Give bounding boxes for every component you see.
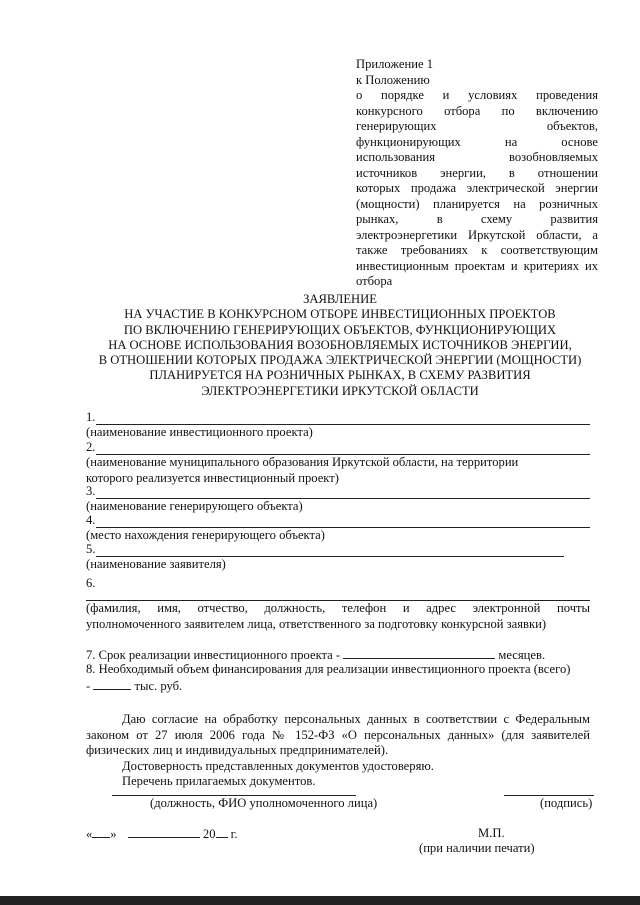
field-project-name [86,412,590,441]
field-caption: (фамилия, имя, отчество, должность, телефон и адрес электронной почты [86,601,590,615]
consent-line: Даю согласие на обработку персональных данных в соответствии с Федеральным [122,712,590,726]
title-line: НА УЧАСТИЕ В КОНКУРСНОМ ОТБОРЕ ИНВЕСТИЦИОННЫХ ПРОЕКТОВ [124,307,556,322]
field-number: 4. [86,513,96,527]
financing-amount-input[interactable] [93,678,131,690]
date-close-quote: » [110,827,117,841]
field-caption: которого реализуется инвестиционный проект) [86,470,339,485]
field-caption: (наименование инвестиционного проекта) [86,425,313,439]
item-7-unit: месяцев. [498,648,546,662]
page-bottom-edge [0,896,640,905]
accuracy-statement: Достоверность представленных документов удостоверяю. [122,758,434,773]
field-municipality [86,442,590,486]
field-caption: уполномоченного заявителем лица, ответственного за подготовку конкурсной заявки) [86,616,547,631]
field-number: 2. [86,440,96,454]
appendix-line: к Положению [356,72,430,87]
appendix-line: которых продажа электрической энергии [356,181,598,195]
date-field [86,826,238,843]
title-line: ЗАЯВЛЕНИЕ [303,292,377,306]
field-caption: (наименование заявителя) [86,557,226,571]
item-8-financing [86,662,570,694]
field-applicant [86,544,564,573]
title-line: ПО ВКЛЮЧЕНИЮ ГЕНЕРИРУЮЩИХ ОБЪЕКТОВ, ФУНКЦИОНИРУЮЩИХ [123,322,557,337]
appendix-line: электроэнергетики Иркутской области, а [356,227,598,242]
signature-caption: (подпись) [540,796,593,810]
document-title [60,292,620,399]
project-term-input[interactable] [343,647,495,659]
title-line: В ОТНОШЕНИИ КОТОРЫХ ПРОДАЖА ЭЛЕКТРИЧЕСКОЙ ЭНЕРГИИ (МОЩНОСТИ) [98,353,582,368]
appendix-line: источников энергии, в отношении [356,165,598,180]
title-line: ПЛАНИРУЕТСЯ НА РОЗНИЧНЫХ РЫНКАХ, В СХЕМУ РАЗВИТИЯ [149,368,531,383]
field-number: 3. [86,484,96,498]
title-line: НА ОСНОВЕ ИСПОЛЬЗОВАНИЯ ВОЗОБНОВЛЯЕМЫХ ИСТОЧНИКОВ ЭНЕРГИИ, [108,337,572,352]
municipality-input-line[interactable] [96,442,590,455]
field-contact-person [86,578,590,632]
item-7-label: 7. Срок реализации инвестиционного проекта - [86,648,341,662]
field-caption: (наименование муниципального образования Иркутской области, на территории [86,455,519,469]
appendix-line: использования возобновляемых [356,150,598,164]
stamp-caption: (при наличии печати) [419,841,535,855]
consent-paragraph [86,712,590,790]
appendix-line: инвестиционным проектам и критериях их [356,258,598,273]
item-8-unit: тыс. руб. [134,678,183,693]
applicant-input-line[interactable] [96,544,564,557]
attached-documents-list: Перечень прилагаемых документов. [122,774,316,788]
consent-line: законом от 27 июля 2006 года № 152-ФЗ «О персональных данных» (для заявителей [86,727,590,742]
position-caption: (должность, ФИО уполномоченного лица) [150,796,378,810]
generating-object-input-line[interactable] [96,486,590,499]
object-location-input-line[interactable] [96,515,590,528]
appendix-line: конкурсного отбора по включению [356,103,598,118]
date-open-quote: « [86,827,93,841]
appendix-line: генерирующих объектов, [356,119,598,133]
appendix-line: Приложение 1 [356,57,434,71]
appendix-line: функционирующих на основе [356,134,598,149]
stamp-label: М.П. [478,826,505,840]
contact-person-input-line[interactable] [86,578,590,601]
appendix-line: также требованиях к соответствующим [356,243,598,257]
item-8-prefix: - [86,678,91,693]
appendix-line: рынках, в схему развития [356,212,598,226]
field-number: 5. [86,542,96,556]
date-year-input[interactable] [216,826,228,838]
field-number: 1. [86,410,96,424]
field-caption: (наименование генерирующего объекта) [86,499,303,513]
consent-line: физических лиц и индивидуальных предпринимателей). [86,743,389,757]
date-month-input[interactable] [128,826,200,838]
item-8-label: 8. Необходимый объем финансирования для реализации инвестиционного проекта (всего) [86,662,571,676]
date-day-input[interactable] [92,826,110,838]
appendix-line: (мощности) планируется на розничных [356,196,598,211]
appendix-line: отбора [356,274,393,288]
field-generating-object [86,486,590,515]
field-object-location [86,515,590,544]
project-name-input-line[interactable] [96,412,590,425]
date-year-prefix: 20 [202,827,216,841]
field-number: 6. [86,576,96,590]
date-year-suffix: г. [230,827,238,841]
appendix-header [356,57,598,290]
appendix-line: о порядке и условиях проведения [356,88,598,102]
field-caption: (место нахождения генерирующего объекта) [86,528,325,542]
title-line: ЭЛЕКТРОЭНЕРГЕТИКИ ИРКУТСКОЙ ОБЛАСТИ [201,383,479,398]
